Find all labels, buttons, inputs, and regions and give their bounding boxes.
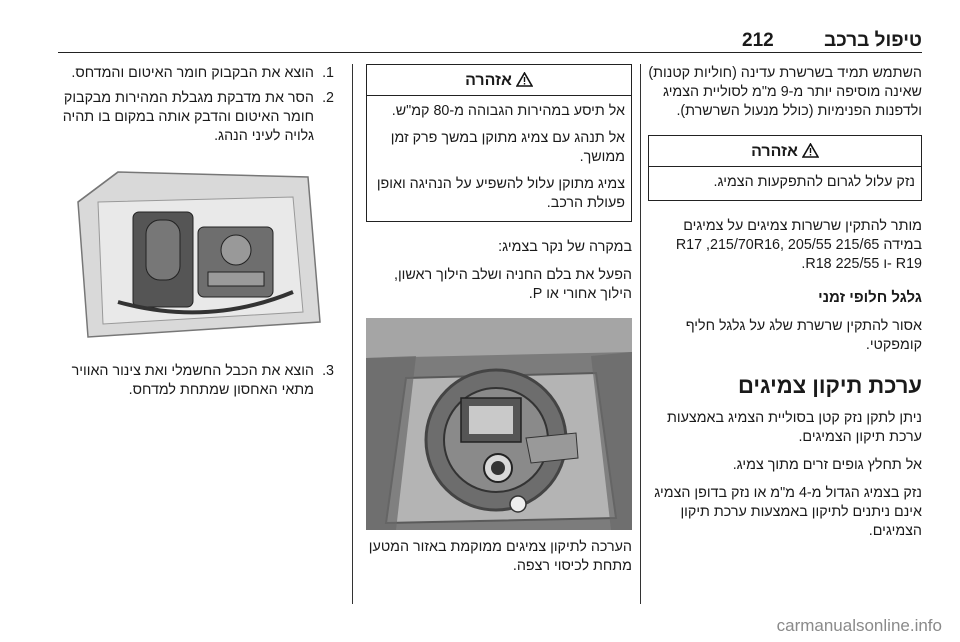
repair-kit-text: ניתן לתקן נזק קטן בסוליית הצמיג באמצעות ערכת תיקון הצמיגים. (667, 410, 922, 445)
subheading-spare-wheel: גלגל חלופי זמני (818, 289, 922, 306)
warning-duration-text: אל תנהג עם צמיג מתוקן במשך פרק זמן ממושך. (390, 130, 625, 165)
header-divider (58, 52, 922, 53)
foreign-objects-text: אל תחלץ גופים זרים מתוך צמיג. (732, 457, 922, 473)
parking-brake-text: הפעל את בלם החניה ושלב הילוך ראשון, הילוך אחורי או P. (394, 267, 632, 302)
puncture-intro-text: במקרה של נקר בצמיג: (498, 239, 632, 255)
step-item (58, 64, 334, 83)
repair-kit-image (58, 152, 334, 350)
step-item (58, 89, 334, 146)
column-divider (640, 64, 641, 604)
warning-header (367, 65, 631, 96)
warning-text: נזק עלול לגרום להתפקעות הצמיג. (713, 174, 915, 190)
warning-triangle-icon (802, 143, 819, 158)
step-number: 1. (322, 65, 334, 81)
step-text: הוצא את הכבל החשמלי ואת צינור האוויר מתאי האחסון שמתחת למדחס. (71, 363, 314, 398)
figure-caption: הערכה לתיקון צמיגים ממוקמת באזור המטען מתחת לכיסוי רצפה. (368, 539, 632, 574)
damage-limit-text: נזק בצמיג הגדול מ-4 מ"מ או נזק בדופן הצמיג אינם ניתנים לתיקון באמצעות ערכת תיקון הצמיגים. (654, 485, 922, 539)
step-number: 3. (322, 363, 334, 379)
step-item (58, 362, 334, 400)
column-middle (366, 64, 632, 576)
warning-handling-text: צמיג מתוקן עלול להשפיע על הנהיגה ואופן פעולת הרכב. (376, 176, 625, 211)
trunk-compartment-image (366, 318, 632, 530)
column-left (58, 64, 334, 406)
warning-box (648, 135, 922, 201)
page-number: 212 (742, 30, 774, 51)
section-title: טיפול ברכב (824, 30, 922, 51)
repair-kit-illustration (58, 152, 334, 350)
warning-title: אזהרה (465, 72, 512, 89)
warning-title: אזהרה (751, 143, 798, 160)
column-right (648, 64, 922, 541)
warning-speed-text: אל תיסע במהירות הגבוהה מ-80 קמ"ש. (391, 103, 625, 119)
column-divider (352, 64, 353, 604)
heading-repair-kit: ערכת תיקון צמיגים (737, 373, 922, 398)
step-number: 2. (322, 90, 334, 106)
watermark: carmanualsonline.info (776, 616, 942, 635)
allowed-sizes-text: מותר להתקין שרשרות צמיגים על צמיגים במידה 215/65 R17 ,215/70R16, 205/55 R19 -ו 225/55 R18. (675, 218, 922, 272)
warning-header (649, 136, 921, 167)
spare-wheel-text: אסור להתקין שרשרת שלג על גלגל חליף קומפקטי. (685, 318, 922, 353)
chain-spec-text: השתמש תמיד בשרשרת עדינה (חוליות קטנות) שאינה מוסיפה יותר מ-9 מ"מ לסוליית הצמיג ולדפנות הפנימיות (כולל מנעול השרשרת). (648, 65, 922, 119)
step-text: הסר את מדבקת מגבלת המהירות מבקבוק חומר האיטום והדבק אותה במקום בו תהיה גלויה לעיני הנהג. (62, 90, 314, 144)
page-header (730, 30, 922, 54)
trunk-illustration (366, 318, 632, 530)
warning-box-speed (366, 64, 632, 222)
step-text: הוצא את הבקבוק חומר האיטום והמדחס. (71, 65, 314, 81)
warning-triangle-icon (516, 72, 533, 87)
